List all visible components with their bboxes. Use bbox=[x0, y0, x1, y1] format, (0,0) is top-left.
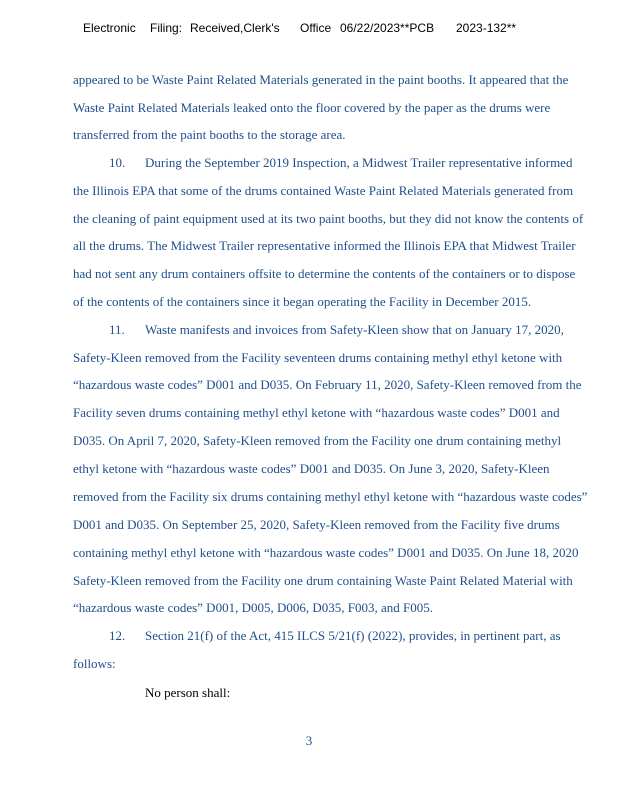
body-line: removed from the Facility six drums containing methyl ethyl ketone with “hazardous waste codes” bbox=[73, 489, 588, 504]
block-quote-line: No person shall: bbox=[145, 685, 231, 700]
filing-stamp-header bbox=[0, 21, 618, 37]
header-case-number: 2023-132** bbox=[456, 21, 517, 35]
body-line: all the drums. The Midwest Trailer representative informed the Illinois EPA that Midwest Trailer bbox=[73, 238, 576, 253]
body-line: containing methyl ethyl ketone with “hazardous waste codes” D001 and D035. On June 18, 2020 bbox=[73, 545, 579, 560]
body-line: “hazardous waste codes” D001 and D035. On February 11, 2020, Safety-Kleen removed from the bbox=[73, 377, 582, 392]
header-date: 06/22/2023**PCB bbox=[340, 21, 435, 35]
body-line: Safety-Kleen removed from the Facility one drum containing Waste Paint Related Material with bbox=[73, 573, 573, 588]
body-line: ethyl ketone with “hazardous waste codes” D001 and D035. On June 3, 2020, Safety-Kleen bbox=[73, 461, 550, 476]
paragraph-number: 11. bbox=[109, 322, 125, 337]
header-office: Office bbox=[300, 21, 332, 35]
body-line: of the contents of the containers since it began operating the Facility in December 2015. bbox=[73, 294, 532, 309]
body-line: the Illinois EPA that some of the drums contained Waste Paint Related Materials generated from bbox=[73, 183, 574, 198]
body-line: had not sent any drum containers offsite to determine the contents of the containers or to dispose bbox=[73, 266, 576, 281]
paragraph-number: 10. bbox=[109, 155, 126, 170]
body-line: follows: bbox=[73, 656, 116, 671]
body-line: Facility seven drums containing methyl ethyl ketone with “hazardous waste codes” D001 and bbox=[73, 405, 560, 420]
paragraph-text: Section 21(f) of the Act, 415 ILCS 5/21(f) (2022), provides, in pertinent part, as bbox=[145, 628, 561, 643]
body-line: Waste Paint Related Materials leaked onto the floor covered by the paper as the drums were bbox=[73, 100, 551, 115]
paragraph-number: 12. bbox=[109, 628, 126, 643]
paragraph-text: Waste manifests and invoices from Safety-Kleen show that on January 17, 2020, bbox=[145, 322, 564, 337]
paragraph-text: During the September 2019 Inspection, a Midwest Trailer representative informed bbox=[145, 155, 573, 170]
header-electronic: Electronic bbox=[83, 21, 136, 35]
paragraph-10-first-line bbox=[109, 155, 572, 171]
body-line: transferred from the paint booths to the storage area. bbox=[73, 127, 346, 142]
body-line: the cleaning of paint equipment used at its two paint booths, but they did not know the contents of bbox=[73, 211, 584, 226]
page-number: 3 bbox=[305, 733, 313, 748]
paragraph-11-first-line bbox=[109, 322, 564, 338]
body-line: Safety-Kleen removed from the Facility seventeen drums containing methyl ethyl ketone with bbox=[73, 350, 563, 365]
body-line: appeared to be Waste Paint Related Materials generated in the paint booths. It appeared that the bbox=[73, 72, 569, 87]
body-line: D035. On April 7, 2020, Safety-Kleen removed from the Facility one drum containing methyl bbox=[73, 433, 562, 448]
body-line: “hazardous waste codes” D001, D005, D006, D035, F003, and F005. bbox=[73, 600, 433, 615]
header-received: Received,Clerk's bbox=[190, 21, 280, 35]
paragraph-12-first-line bbox=[109, 628, 561, 644]
body-line: D001 and D035. On September 25, 2020, Safety-Kleen removed from the Facility five drums bbox=[73, 517, 560, 532]
header-filing: Filing: bbox=[150, 21, 183, 35]
